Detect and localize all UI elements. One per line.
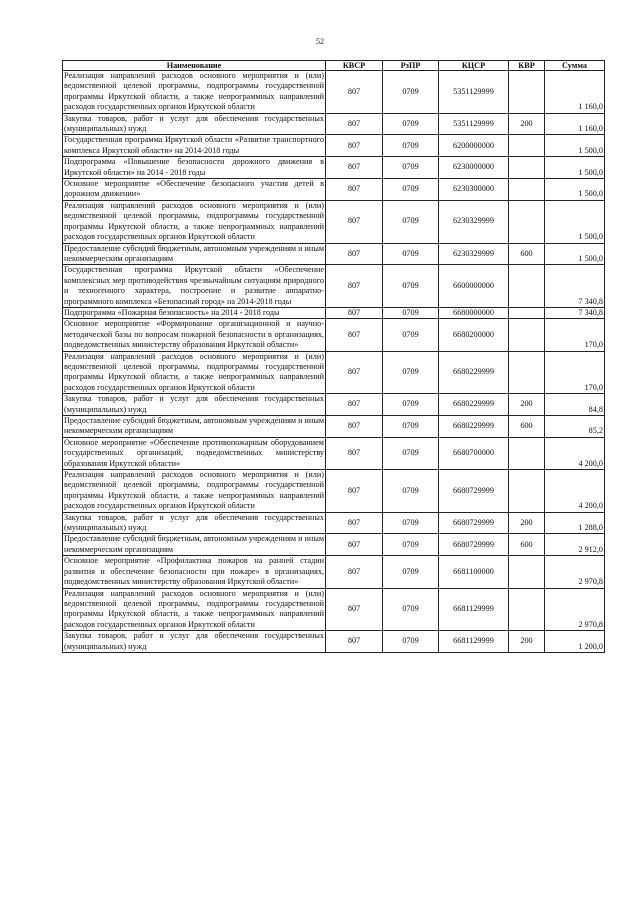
cell-kcsr: 6230329999 <box>439 243 509 265</box>
cell-rzpr: 0709 <box>383 113 439 135</box>
cell-rzpr: 0709 <box>383 631 439 653</box>
cell-sum: 2 970,8 <box>545 556 605 588</box>
cell-name: Основное мероприятие «Обеспечение противопожарным оборудованием государственных организаций, подведомственных министерству образования Иркутской области» <box>64 437 324 468</box>
cell-kcsr: 6680229999 <box>439 394 509 416</box>
cell-kvr <box>509 71 545 114</box>
cell-kvr <box>509 351 545 394</box>
cell-sum: 2 912,0 <box>545 534 605 556</box>
cell-kvsr: 807 <box>326 588 383 631</box>
cell-rzpr: 0709 <box>383 179 439 201</box>
table-row <box>63 71 605 114</box>
header-sum: Сумма <box>545 61 605 71</box>
cell-kvsr: 807 <box>326 351 383 394</box>
cell-rzpr: 0709 <box>383 157 439 179</box>
cell-kvsr: 807 <box>326 265 383 308</box>
table-row <box>63 265 605 308</box>
table-row <box>63 512 605 534</box>
cell-kvr <box>509 588 545 631</box>
cell-kvr <box>509 179 545 201</box>
cell-kvr: 200 <box>509 394 545 416</box>
cell-kcsr: 6681129999 <box>439 588 509 631</box>
cell-name: Реализация направлений расходов основного мероприятия и (или) ведомственной целевой программы, подпрограммы государственной программы Иркутской области, а также непрограммных направлений расходов государственных органов Иркутской области <box>64 71 324 112</box>
header-row <box>63 61 605 71</box>
cell-kvr: 200 <box>509 113 545 135</box>
cell-rzpr: 0709 <box>383 71 439 114</box>
cell-rzpr: 0709 <box>383 534 439 556</box>
cell-sum: 4 200,0 <box>545 470 605 513</box>
cell-kcsr: 5351129999 <box>439 71 509 114</box>
cell-name: Предоставление субсидий бюджетным, автономным учреждениям и иным некоммерческим организациям <box>64 243 324 263</box>
cell-kvsr: 807 <box>326 394 383 416</box>
header-kvsr: КВСР <box>326 61 383 71</box>
cell-name: Реализация направлений расходов основного мероприятия и (или) ведомственной целевой программы, подпрограммы государственной программы Иркутской области, а также непрограммных направлений расходов государственных органов Иркутской области <box>64 470 324 511</box>
cell-name: Закупка товаров, работ и услуг для обеспечения государственных (муниципальных) нужд <box>64 394 324 414</box>
cell-name: Подпрограмма «Пожарная безопасность» на 2014 - 2018 годы <box>63 307 326 318</box>
cell-kcsr: 6680229999 <box>439 351 509 394</box>
cell-kvsr: 807 <box>326 534 383 556</box>
cell-rzpr: 0709 <box>383 437 439 469</box>
cell-kvsr: 807 <box>326 437 383 469</box>
cell-kvr <box>509 265 545 308</box>
cell-kvsr: 807 <box>326 113 383 135</box>
cell-name: Предоставление субсидий бюджетным, автономным учреждениям и иным некоммерческим организациям <box>64 416 324 436</box>
cell-rzpr: 0709 <box>383 394 439 416</box>
cell-kcsr: 6680729999 <box>439 512 509 534</box>
cell-kvr <box>509 157 545 179</box>
cell-kcsr: 6681100000 <box>439 556 509 588</box>
header-kvr: КВР <box>509 61 545 71</box>
cell-sum: 1 288,0 <box>545 512 605 534</box>
cell-kcsr: 6600000000 <box>439 265 509 308</box>
cell-sum: 84,8 <box>545 394 605 416</box>
cell-sum: 1 500,0 <box>545 243 605 265</box>
table-row <box>63 243 605 265</box>
table-row <box>63 113 605 135</box>
cell-sum: 85,2 <box>545 416 605 438</box>
cell-name: Основное мероприятие «Обеспечение безопасного участия детей в дорожном движении» <box>64 179 324 199</box>
table-row <box>63 470 605 513</box>
header-rzpr: РзПР <box>383 61 439 71</box>
table-row <box>63 588 605 631</box>
budget-table <box>62 60 605 653</box>
cell-name: Государственная программа Иркутской области «Развитие транспортного комплекса Иркутской области» на 2014-2018 годы <box>64 135 324 155</box>
cell-sum: 1 500,0 <box>545 200 605 243</box>
cell-kcsr: 6230329999 <box>439 200 509 243</box>
cell-kvsr: 807 <box>326 631 383 653</box>
cell-kvsr: 807 <box>326 179 383 201</box>
cell-sum: 1 160,0 <box>545 71 605 114</box>
cell-kvr: 600 <box>509 243 545 265</box>
table-row <box>63 135 605 157</box>
cell-sum: 170,0 <box>545 351 605 394</box>
cell-name: Подпрограмма «Повышение безопасности дорожного движения в Иркутской области» на 2014 - 2018 годы <box>64 157 324 177</box>
cell-name: Закупка товаров, работ и услуг для обеспечения государственных (муниципальных) нужд <box>64 631 324 651</box>
cell-rzpr: 0709 <box>383 243 439 265</box>
cell-kcsr: 6680000000 <box>439 307 509 318</box>
cell-name: Реализация направлений расходов основного мероприятия и (или) ведомственной целевой программы, подпрограммы государственной программы Иркутской области, а также непрограммных направлений расходов государственных органов Иркутской области <box>64 200 324 242</box>
cell-rzpr: 0709 <box>383 200 439 243</box>
cell-sum: 1 500,0 <box>545 179 605 201</box>
cell-kcsr: 6680229999 <box>439 416 509 438</box>
cell-sum: 7 340,8 <box>545 307 605 318</box>
page-number: 52 <box>316 37 324 46</box>
cell-name: Основное мероприятие «Профилактика пожаров на ранней стадии развития и обеспечение безопасности при пожаре» в организациях, подведомственных министерству образования Иркутской области» <box>64 556 324 587</box>
cell-kcsr: 6680200000 <box>439 319 509 351</box>
table-row <box>63 631 605 653</box>
header-name: Наименование <box>63 61 326 71</box>
table-row <box>63 416 605 438</box>
cell-kvr: 200 <box>509 631 545 653</box>
cell-name: Закупка товаров, работ и услуг для обеспечения государственных (муниципальных) нужд <box>64 512 324 533</box>
cell-name: Государственная программа Иркутской области «Обеспечение комплексных мер противодействия чрезвычайным ситуациям природного и техногенного характера, построение и развитие аппаратно-программного комплекса «Безопасный город» на 2014-2018 годы <box>64 265 324 306</box>
cell-sum: 4 200,0 <box>545 437 605 469</box>
cell-kcsr: 5351129999 <box>439 113 509 135</box>
cell-kvsr: 807 <box>326 200 383 243</box>
table-row <box>63 307 605 318</box>
cell-name: Предоставление субсидий бюджетным, автономным учреждениям и иным некоммерческим организациям <box>64 534 324 554</box>
table-row <box>63 556 605 588</box>
cell-kcsr: 6200000000 <box>439 135 509 157</box>
cell-kvsr: 807 <box>326 470 383 513</box>
cell-sum: 1 500,0 <box>545 157 605 179</box>
cell-kcsr: 6680729999 <box>439 534 509 556</box>
table-row <box>63 351 605 394</box>
cell-kvsr: 807 <box>326 243 383 265</box>
cell-sum: 1 500,0 <box>545 135 605 157</box>
cell-kvsr: 807 <box>326 319 383 351</box>
cell-kvsr: 807 <box>326 416 383 438</box>
cell-kvr: 200 <box>509 512 545 534</box>
table-row <box>63 200 605 243</box>
cell-rzpr: 0709 <box>383 265 439 308</box>
cell-kvr <box>509 319 545 351</box>
table-header <box>63 61 605 71</box>
table-body <box>63 71 605 653</box>
header-kcsr: КЦСР <box>439 61 509 71</box>
cell-kcsr: 6680700000 <box>439 437 509 469</box>
cell-kvr <box>509 307 545 318</box>
table-row <box>63 157 605 179</box>
cell-kvsr: 807 <box>326 71 383 114</box>
cell-rzpr: 0709 <box>383 135 439 157</box>
table-row <box>63 319 605 351</box>
cell-kcsr: 6230300000 <box>439 179 509 201</box>
cell-kvr <box>509 556 545 588</box>
table-row <box>63 437 605 469</box>
cell-kvsr: 807 <box>326 135 383 157</box>
cell-kvsr: 807 <box>326 512 383 534</box>
cell-kvr <box>509 470 545 513</box>
cell-name: Закупка товаров, работ и услуг для обеспечения государственных (муниципальных) нужд <box>64 113 324 134</box>
table-row <box>63 394 605 416</box>
cell-kvr: 600 <box>509 534 545 556</box>
cell-sum: 2 970,8 <box>545 588 605 631</box>
cell-sum: 7 340,8 <box>545 265 605 308</box>
cell-rzpr: 0709 <box>383 588 439 631</box>
cell-kvsr: 807 <box>326 307 383 318</box>
cell-kcsr: 6230000000 <box>439 157 509 179</box>
cell-sum: 1 160,0 <box>545 113 605 135</box>
cell-name: Реализация направлений расходов основного мероприятия и (или) ведомственной целевой программы, подпрограммы государственной программы Иркутской области, а также непрограммных направлений расходов государственных органов Иркутской области <box>64 351 324 392</box>
table-row <box>63 534 605 556</box>
cell-sum: 170,0 <box>545 319 605 351</box>
cell-kvr <box>509 437 545 469</box>
cell-kvsr: 807 <box>326 556 383 588</box>
cell-kvr: 600 <box>509 416 545 438</box>
cell-rzpr: 0709 <box>383 319 439 351</box>
cell-kvsr: 807 <box>326 157 383 179</box>
cell-rzpr: 0709 <box>383 470 439 513</box>
cell-name: Реализация направлений расходов основного мероприятия и (или) ведомственной целевой программы, подпрограммы государственной программы Иркутской области, а также непрограммных направлений расходов государственных органов Иркутской области <box>64 588 324 629</box>
cell-kcsr: 6681129999 <box>439 631 509 653</box>
cell-name: Основное мероприятие «Формирование организационной и научно-методической базы по вопросам пожарной безопасности в организациях, подведомственных министерству образования Иркутской области» <box>64 319 324 350</box>
cell-kvr <box>509 135 545 157</box>
cell-kcsr: 6680729999 <box>439 470 509 513</box>
table-row <box>63 179 605 201</box>
cell-rzpr: 0709 <box>383 307 439 318</box>
cell-rzpr: 0709 <box>383 512 439 534</box>
cell-rzpr: 0709 <box>383 416 439 438</box>
cell-rzpr: 0709 <box>383 351 439 394</box>
cell-kvr <box>509 200 545 243</box>
cell-sum: 1 200,0 <box>545 631 605 653</box>
cell-rzpr: 0709 <box>383 556 439 588</box>
